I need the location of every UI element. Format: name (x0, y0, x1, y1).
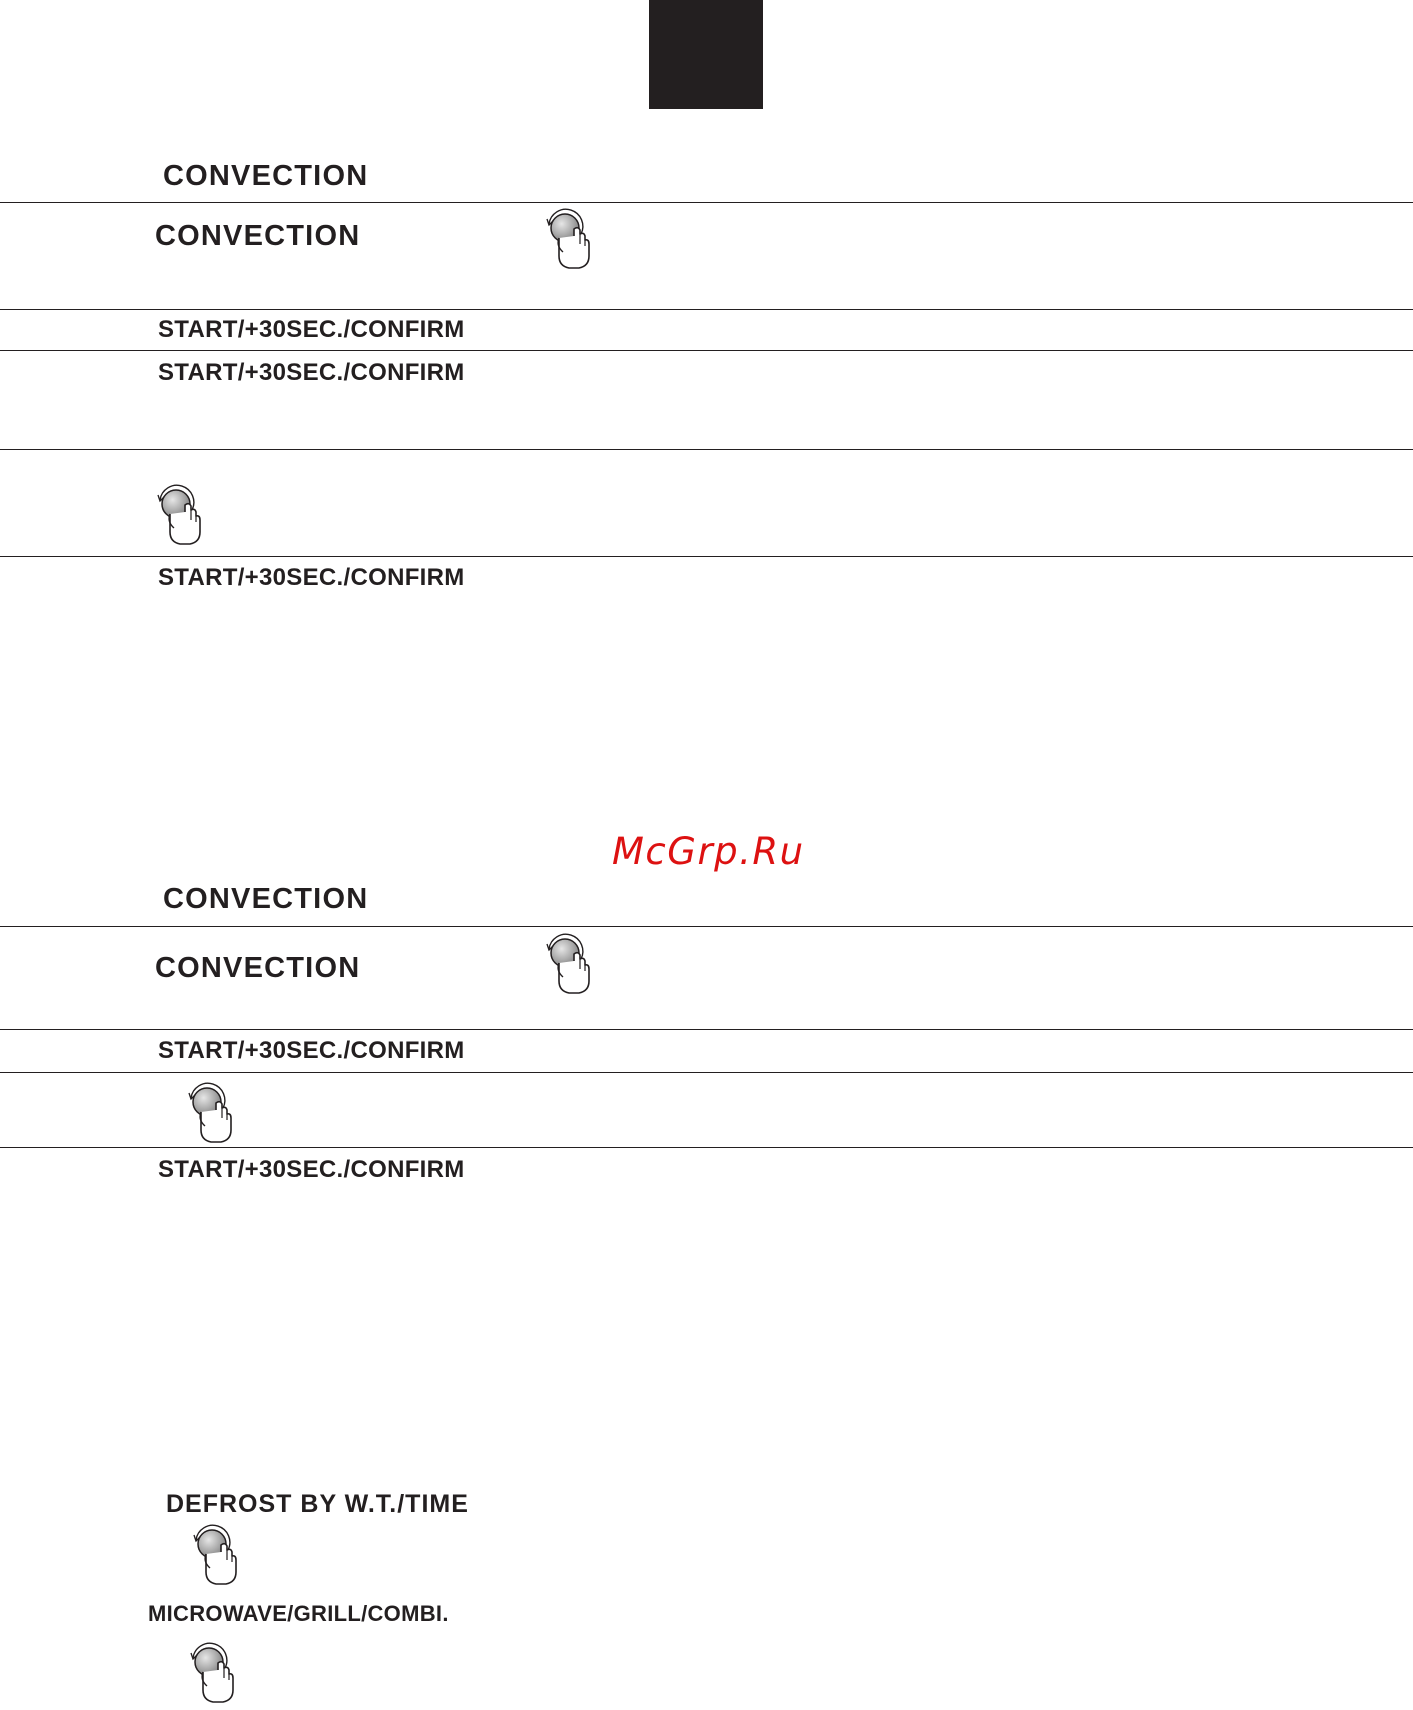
divider (0, 926, 1413, 927)
section2-step4-label: START/+30SEC./CONFIRM (158, 1156, 465, 1183)
divider (0, 350, 1413, 351)
section1-step1-label: CONVECTION (155, 220, 361, 252)
section2-step1-label: CONVECTION (155, 952, 361, 984)
dial-knob-hand-icon (154, 482, 204, 552)
divider (0, 1072, 1413, 1073)
dial-knob-hand-icon (187, 1640, 237, 1710)
divider (0, 309, 1413, 310)
section1-heading: CONVECTION (163, 160, 369, 192)
defrost-label: DEFROST BY W.T./TIME (166, 1490, 469, 1518)
dial-knob-hand-icon (543, 931, 593, 1001)
divider (0, 1029, 1413, 1030)
section2-step2-label: START/+30SEC./CONFIRM (158, 1037, 465, 1064)
chapter-tab (649, 0, 763, 109)
dial-knob-hand-icon (543, 206, 593, 276)
section1-step5-label: START/+30SEC./CONFIRM (158, 564, 465, 591)
divider (0, 202, 1413, 203)
modes-label: MICROWAVE/GRILL/COMBI. (148, 1601, 449, 1626)
section1-step3-label: START/+30SEC./CONFIRM (158, 359, 465, 386)
divider (0, 1147, 1413, 1148)
divider (0, 556, 1413, 557)
divider (0, 449, 1413, 450)
section1-step2-label: START/+30SEC./CONFIRM (158, 316, 465, 343)
dial-knob-hand-icon (185, 1080, 235, 1150)
watermark: McGrp.Ru (612, 830, 805, 873)
dial-knob-hand-icon (190, 1522, 240, 1592)
section2-heading: CONVECTION (163, 883, 369, 915)
